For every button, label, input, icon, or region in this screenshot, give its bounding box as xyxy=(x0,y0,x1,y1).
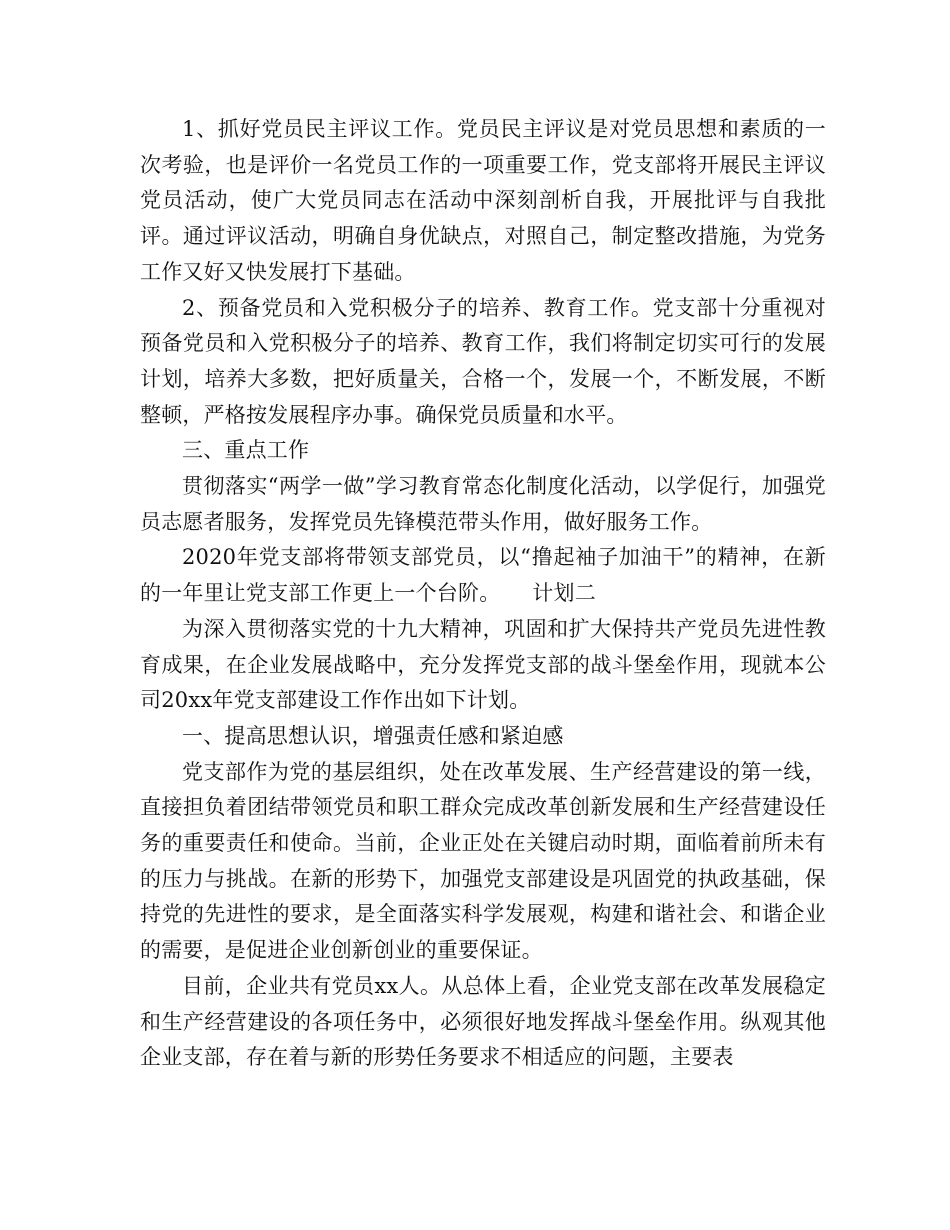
paragraph-two-studies: 贯彻落实“两学一做”学习教育常态化制度化活动，以学促行，加强党员志愿者服务，发挥党员先锋模范带头作用，做好服务工作。 xyxy=(140,474,826,534)
paragraph-current-status: 目前，企业共有党员xx人。从总体上看，企业党支部在改革发展稳定和生产经营建设的各项任务中，必须很好地发挥战斗堡垒作用。纵观其他企业支部，存在着与新的形势任务要求不相适应的问题，主要表 xyxy=(140,973,826,1070)
paragraph-2020-goal: 2020年党支部将带领支部党员，以“撸起袖子加油干”的精神，在新的一年里让党支部工作更上一个台阶。 计划二 xyxy=(140,545,826,606)
paragraph-probationary-members: 2、预备党员和入党积极分子的培养、教育工作。党支部十分重视对预备党员和入党积极分子的培养、教育工作，我们将制定切实可行的发展计划，培养大多数，把好质量关，合格一个，发展一个，不断发展，不断整顿，严格按发展程序办事。确保党员质量和水平。 xyxy=(140,295,826,427)
paragraph-plan-two-intro: 为深入贯彻落实党的十九大精神，巩固和扩大保持共产党员先进性教育成果，在企业发展战略中，充分发挥党支部的战斗堡垒作用，现就本公司20xx年党支部建设工作作出如下计划。 xyxy=(140,616,826,713)
section-heading-awareness: 一、提高思想认识，增强责任感和紧迫感 xyxy=(182,723,564,748)
paragraph-democratic-review: 1、抓好党员民主评议工作。党员民主评议是对党员思想和素质的一次考验，也是评价一名党员工作的一项重要工作，党支部将开展民主评议党员活动，使广大党员同志在活动中深刻剖析自我，开展批评与自我批评。通过评议活动，明确自身优缺点，对照自己，制定整改措施，为党务工作又好又快发展打下基础。 xyxy=(140,117,826,284)
section-heading-key-work: 三、重点工作 xyxy=(182,438,310,463)
paragraph-branch-role: 党支部作为党的基层组织，处在改革发展、生产经营建设的第一线，直接担负着团结带领党员和职工群众完成改革创新发展和生产经营建设任务的重要责任和使命。当前，企业正处在关键启动时期，面临着前所未有的压力与挑战。在新的形势下，加强党支部建设是巩固党的执政基础，保持党的先进性的要求，是全面落实科学发展观，构建和谐社会、和谐企业的需要，是促进企业创新创业的重要保证。 xyxy=(140,759,826,963)
